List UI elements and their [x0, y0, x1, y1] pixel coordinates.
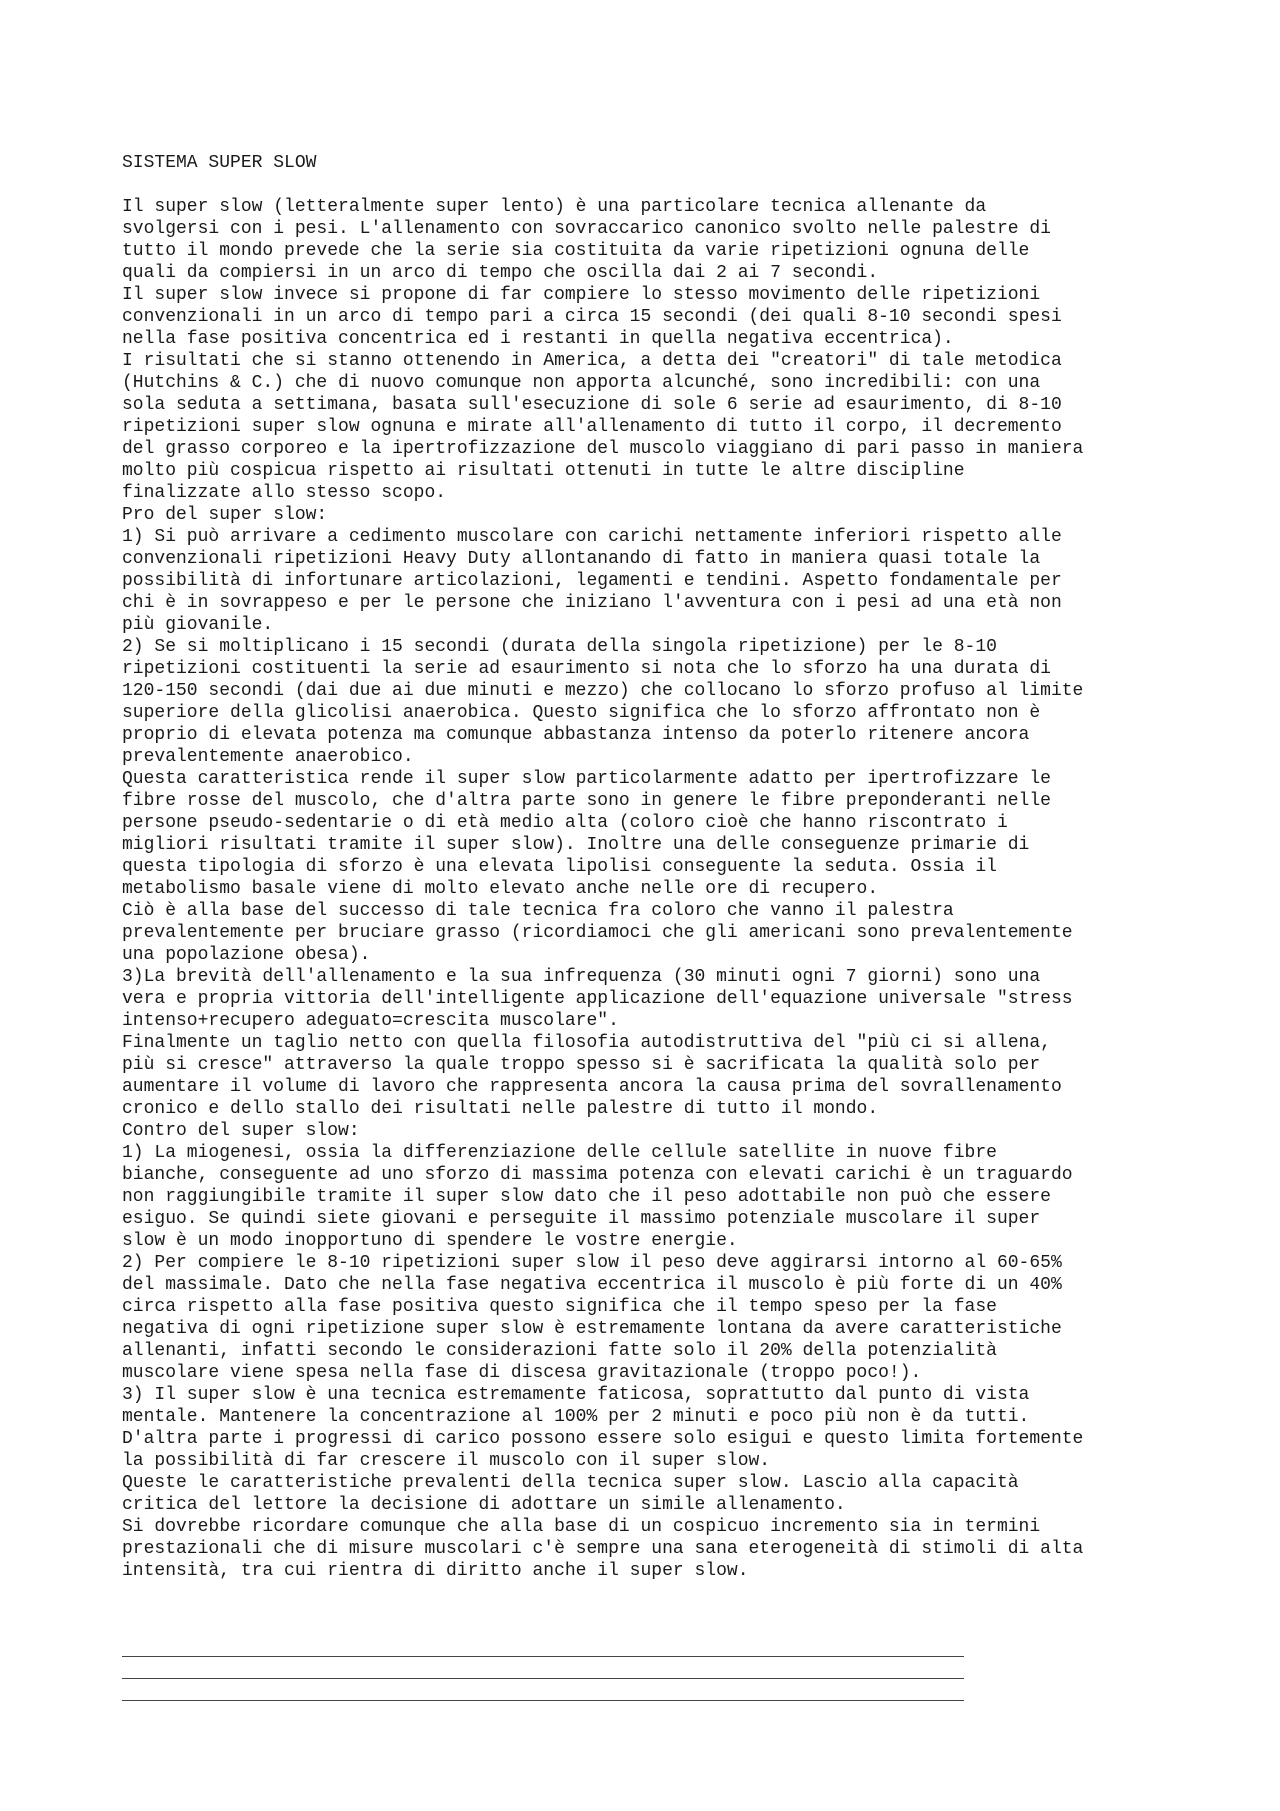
text-line: Queste le caratteristiche prevalenti della tecnica super slow. Lascio alla capacità — [122, 1473, 1019, 1493]
text-line: 2) Per compiere le 8-10 ripetizioni super slow il peso deve aggirarsi intorno al 60-65% — [122, 1253, 1062, 1273]
text-line: prevalentemente per bruciare grasso (ricordiamoci che gli americani sono prevalentemente — [122, 923, 1073, 943]
text-line: svolgersi con i pesi. L'allenamento con sovraccarico canonico svolto nelle palestre di — [122, 219, 1051, 239]
text-line: 2) Se si moltiplicano i 15 secondi (durata della singola ripetizione) per le 8-10 — [122, 637, 997, 657]
text-line: bianche, conseguente ad uno sforzo di massima potenza con elevati carichi è un traguardo — [122, 1165, 1073, 1185]
document-body — [122, 152, 1222, 1582]
text-line: finalizzate allo stesso scopo. — [122, 483, 447, 503]
text-line: Il super slow (letteralmente super lento) è una particolare tecnica allenante da — [122, 197, 987, 217]
text-line: sola seduta a settimana, basata sull'esecuzione di sole 6 serie ad esaurimento, di 8-10 — [122, 395, 1062, 415]
text-line: quali da compiersi in un arco di tempo che oscilla dai 2 ai 7 secondi. — [122, 263, 879, 283]
text-line: intensità, tra cui rientra di diritto anche il super slow. — [122, 1561, 749, 1581]
text-line: la possibilità di far crescere il muscolo con il super slow. — [122, 1451, 771, 1471]
text-line: Pro del super slow: — [122, 505, 328, 525]
text-line: 1) Si può arrivare a cedimento muscolare con carichi nettamente inferiori rispetto alle — [122, 527, 1062, 547]
text-line: esiguo. Se quindi siete giovani e perseguite il massimo potenziale muscolare il super — [122, 1209, 1041, 1229]
text-line: D'altra parte i progressi di carico possono essere solo esigui e questo limita fortemente — [122, 1429, 1084, 1449]
text-line: proprio di elevata potenza ma comunque abbastanza intenso da poterlo ritenere ancora — [122, 725, 1030, 745]
text-line: cronico e dello stallo dei risultati nelle palestre di tutto il mondo. — [122, 1099, 879, 1119]
text-line: Si dovrebbe ricordare comunque che alla base di un cospicuo incremento sia in termini — [122, 1517, 1041, 1537]
text-line: (Hutchins & C.) che di nuovo comunque non apporta alcunché, sono incredibili: con una — [122, 373, 1041, 393]
horizontal-rule — [122, 1668, 964, 1690]
text-line: molto più cospicua rispetto ai risultati ottenuti in tutte le altre discipline — [122, 461, 965, 481]
text-line: Questa caratteristica rende il super slow particolarmente adatto per ipertrofizzare le — [122, 769, 1051, 789]
text-line: I risultati che si stanno ottenendo in America, a detta dei "creatori" di tale metodica — [122, 351, 1062, 371]
text-line: fibre rosse del muscolo, che d'altra parte sono in genere le fibre preponderanti nelle — [122, 791, 1051, 811]
text-line: del massimale. Dato che nella fase negativa eccentrica il muscolo è più forte di un 40% — [122, 1275, 1062, 1295]
text-line: persone pseudo-sedentarie o di età medio alta (coloro cioè che hanno riscontrato i — [122, 813, 1008, 833]
text-line: Il super slow invece si propone di far compiere lo stesso movimento delle ripetizioni — [122, 285, 1041, 305]
horizontal-rule — [122, 1690, 964, 1712]
text-line: 1) La miogenesi, ossia la differenziazione delle cellule satellite in nuove fibre — [122, 1143, 997, 1163]
text-line: del grasso corporeo e la ipertrofizzazione del muscolo viaggiano di pari passo in maniera — [122, 439, 1084, 459]
text-line: chi è in sovrappeso e per le persone che iniziano l'avventura con i pesi ad una età non — [122, 593, 1062, 613]
text-line: convenzionali ripetizioni Heavy Duty allontanando di fatto in maniera quasi totale la — [122, 549, 1041, 569]
text-line: prestazionali che di misure muscolari c'è sempre una sana eterogeneità di stimoli di alta — [122, 1539, 1084, 1559]
text-line: prevalentemente anaerobico. — [122, 747, 414, 767]
text-line: critica del lettore la decisione di adottare un simile allenamento. — [122, 1495, 846, 1515]
title-spacer — [122, 174, 1222, 196]
text-line: mentale. Mantenere la concentrazione al 100% per 2 minuti e poco più non è da tutti. — [122, 1407, 1030, 1427]
text-line: 3) Il super slow è una tecnica estremamente faticosa, soprattutto dal punto di vista — [122, 1385, 1030, 1405]
text-line: metabolismo basale viene di molto elevato anche nelle ore di recupero. — [122, 879, 879, 899]
text-line: migliori risultati tramite il super slow). Inoltre una delle conseguenze primarie di — [122, 835, 1030, 855]
text-line: superiore della glicolisi anaerobica. Questo significa che lo sforzo affrontato non è — [122, 703, 1041, 723]
text-line: Ciò è alla base del successo di tale tecnica fra coloro che vanno il palestra — [122, 901, 954, 921]
text-line: più giovanile. — [122, 615, 274, 635]
text-line: negativa di ogni ripetizione super slow è estremamente lontana da avere caratteristiche — [122, 1319, 1062, 1339]
text-line: nella fase positiva concentrica ed i restanti in quella negativa eccentrica). — [122, 329, 954, 349]
horizontal-rule — [122, 1646, 964, 1668]
text-line: convenzionali in un arco di tempo pari a circa 15 secondi (dei quali 8-10 secondi spesi — [122, 307, 1062, 327]
text-line: 3)La brevità dell'allenamento e la sua infrequenza (30 minuti ogni 7 giorni) sono una — [122, 967, 1041, 987]
text-line: più si cresce" attraverso la quale troppo spesso si è sacrificata la qualità solo per — [122, 1055, 1041, 1075]
text-line: Finalmente un taglio netto con quella filosofia autodistruttiva del "più ci si allena, — [122, 1033, 1051, 1053]
text-line: tutto il mondo prevede che la serie sia costituita da varie ripetizioni ognuna delle — [122, 241, 1030, 261]
text-line: non raggiungibile tramite il super slow dato che il peso adottabile non può che essere — [122, 1187, 1051, 1207]
text-line: allenanti, infatti secondo le considerazioni fatte solo il 20% della potenzialità — [122, 1341, 997, 1361]
text-line: ripetizioni super slow ognuna e mirate all'allenamento di tutto il corpo, il decremento — [122, 417, 1062, 437]
text-line: circa rispetto alla fase positiva questo significa che il tempo speso per la fase — [122, 1297, 997, 1317]
text-line: 120-150 secondi (dai due ai due minuti e mezzo) che collocano lo sforzo profuso al limite — [122, 681, 1084, 701]
text-line: ripetizioni costituenti la serie ad esaurimento si nota che lo sforzo ha una durata di — [122, 659, 1051, 679]
document-title: SISTEMA SUPER SLOW — [122, 153, 317, 173]
text-line: vera e propria vittoria dell'intelligente applicazione dell'equazione universale "stress — [122, 989, 1073, 1009]
blank-rules — [122, 1646, 964, 1712]
body-text — [122, 196, 1222, 1582]
text-line: muscolare viene spesa nella fase di discesa gravitazionale (troppo poco!). — [122, 1363, 922, 1383]
text-line: questa tipologia di sforzo è una elevata lipolisi conseguente la seduta. Ossia il — [122, 857, 997, 877]
text-line: slow è un modo inopportuno di spendere le vostre energie. — [122, 1231, 738, 1251]
text-line: una popolazione obesa). — [122, 945, 371, 965]
text-line: intenso+recupero adeguato=crescita muscolare". — [122, 1011, 619, 1031]
text-line: Contro del super slow: — [122, 1121, 360, 1141]
text-line: possibilità di infortunare articolazioni, legamenti e tendini. Aspetto fondamentale per — [122, 571, 1062, 591]
text-line: aumentare il volume di lavoro che rappresenta ancora la causa prima del sovrallenamento — [122, 1077, 1062, 1097]
